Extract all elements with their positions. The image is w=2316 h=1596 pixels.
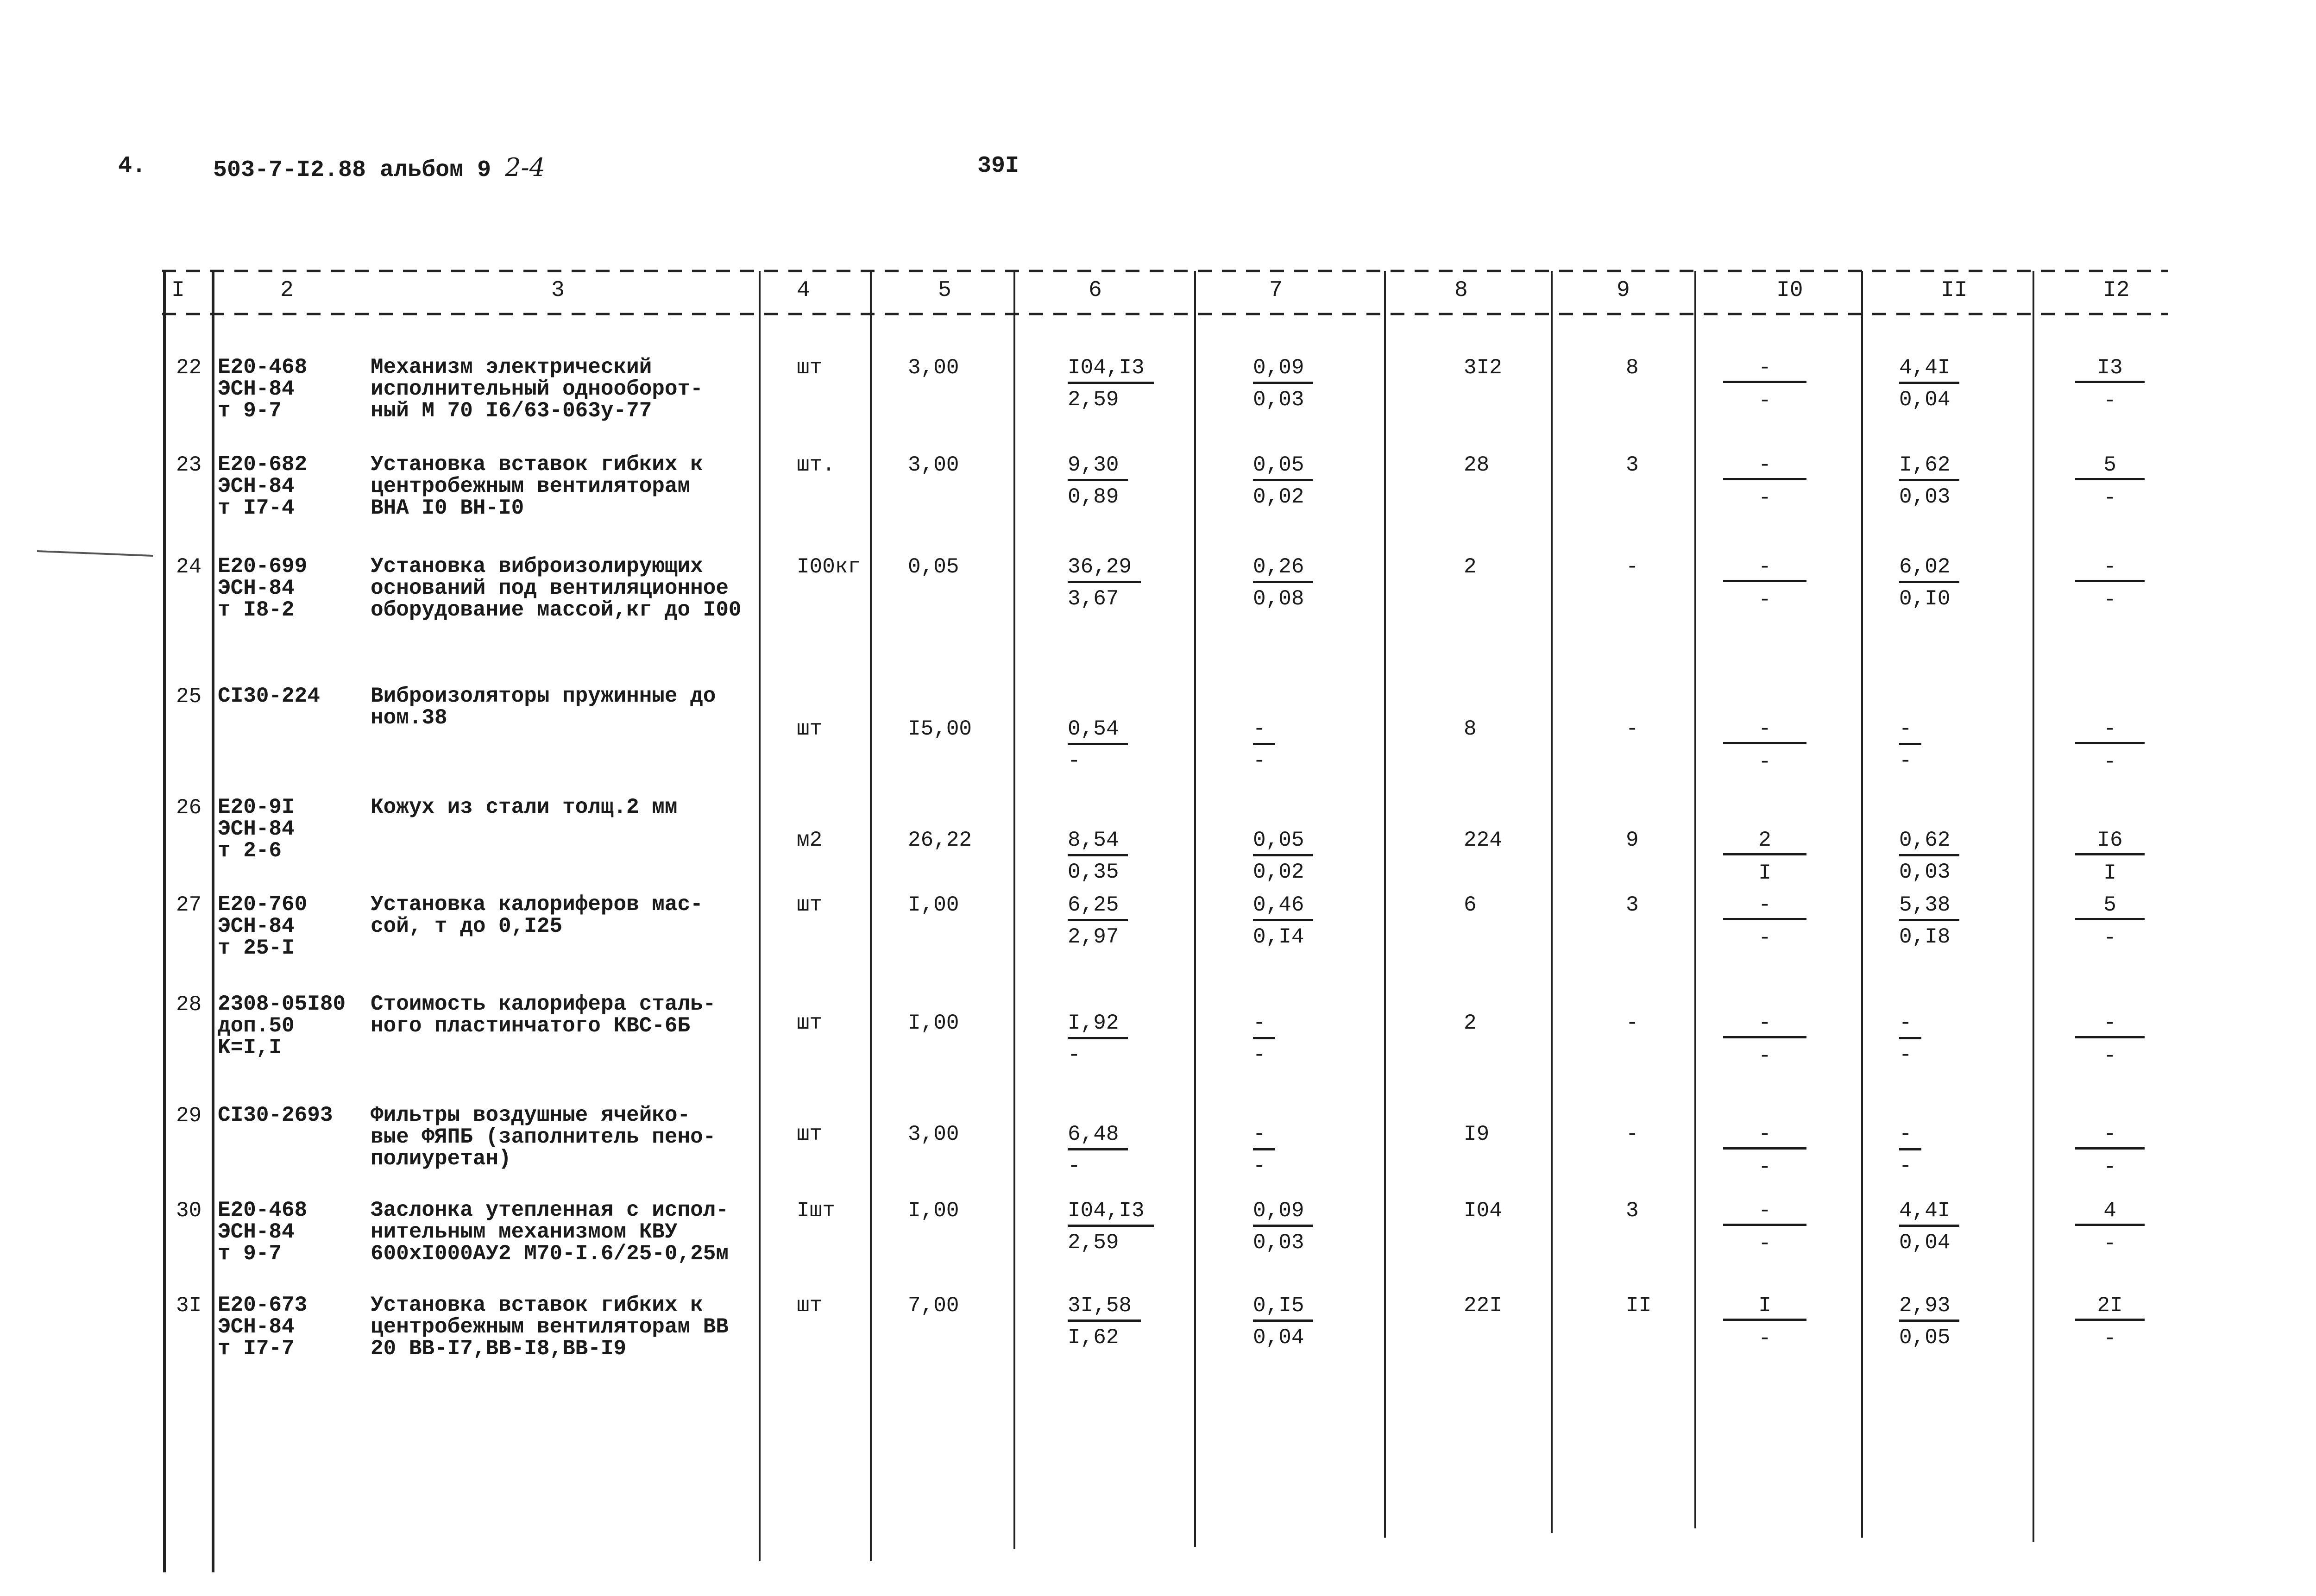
column-header: 3 [551,278,565,303]
position-code-line: т I8-2 [218,598,295,622]
position-code-line: CI30-2693 [218,1103,333,1127]
overhead-top: I [1723,1294,1806,1321]
labour-hours-top: - [1899,718,1921,745]
machine-cost [1253,556,1313,610]
machine-cost-bottom: 0,02 [1253,860,1304,884]
position-code-line: K=I,I [218,1036,282,1060]
machine-cost-bottom: 0,08 [1253,587,1304,611]
work-description-line: Кожух из стали толщ.2 мм [371,795,678,819]
work-description-line: Установка виброизолирующих [371,554,703,578]
machine-cost-top: - [1253,718,1275,745]
margin-mark [37,551,153,556]
machine-cost-top: 0,05 [1253,454,1313,481]
labour-hours-bottom: 0,03 [1899,860,1951,884]
position-code [218,1105,333,1126]
base-cost-bottom: - [1068,1154,1081,1178]
position-code-line: E20-699 [218,554,308,578]
base-cost-top: 3I,58 [1068,1294,1141,1322]
column-header: 2 [280,278,294,303]
row-number: 24 [176,555,202,579]
machine-hours [2075,454,2145,509]
machine-cost-top: 0,46 [1253,894,1313,921]
work-description [371,1294,729,1360]
machine-hours-top: 5 [2075,894,2145,920]
base-cost-top: 0,54 [1068,718,1128,745]
overhead-bottom: - [1758,389,1771,413]
machine-cost [1253,454,1313,508]
overhead-bottom: - [1758,1326,1771,1351]
base-cost [1068,1294,1141,1349]
machine-hours-top: - [2075,718,2145,744]
work-description-line: ный М 70 I6/63-063у-77 [371,399,652,423]
machine-cost-bottom: - [1253,1043,1266,1067]
wage-cost: 3 [1626,1199,1639,1223]
work-description-line: 600хI000АУ2 М70-I.6/25-0,25м [371,1242,729,1266]
labour-hours-bottom: - [1899,1043,1912,1067]
overhead-bottom: - [1758,1155,1771,1179]
overhead-bottom: - [1758,486,1771,510]
machine-cost-top: 0,26 [1253,556,1313,583]
labour-hours-top: 5,38 [1899,894,1959,921]
machine-cost [1253,1123,1275,1177]
machine-hours-bottom: - [2103,486,2116,510]
overhead [1723,357,1806,412]
machine-hours [2075,1294,2145,1350]
overhead-top: 2 [1723,829,1806,855]
work-description-line: ном.38 [371,706,447,730]
position-code [218,894,307,959]
position-code-line: E20-9I [218,795,295,819]
machine-cost-top: 0,05 [1253,829,1313,856]
overhead-top: - [1723,357,1806,383]
unit: Iшт [797,1199,835,1223]
overhead-top: - [1723,556,1806,582]
work-description-line: 20 ВВ-I7,ВВ-I8,ВВ-I9 [371,1337,627,1361]
machine-hours-bottom: - [2103,1326,2116,1351]
position-code-line: E20-673 [218,1293,308,1317]
quantity: 0,05 [908,555,959,579]
position-code-line: E20-682 [218,452,308,477]
column-header: II [1941,278,1968,303]
work-description-line: Виброизоляторы пружинные до [371,684,716,708]
column-header: 5 [938,278,951,303]
unit: м2 [797,828,823,852]
work-description-line: нительным механизмом КВУ [371,1220,678,1244]
overhead-bottom: - [1758,750,1771,774]
machine-hours-top: 4 [2075,1200,2145,1226]
labour-hours [1899,556,1959,610]
base-cost [1068,718,1128,772]
labour-hours [1899,454,1959,508]
unit: шт [797,1294,823,1318]
position-code-line: т 9-7 [218,399,282,423]
document-code-text: 503-7-I2.88 альбом 9 [213,157,491,183]
machine-cost-bottom: 0,04 [1253,1326,1304,1350]
wage-cost: - [1626,555,1639,579]
unit: шт. [797,453,835,477]
unit: шт [797,893,823,917]
labour-hours-bottom: 0,04 [1899,388,1951,412]
position-code-line: т I7-7 [218,1337,295,1361]
overhead [1723,1123,1806,1178]
position-code-line: ЭСН-84 [218,576,295,600]
position-code [218,1294,307,1360]
base-cost-bottom: - [1068,1043,1081,1067]
overhead-top: - [1723,1012,1806,1038]
column-header: 4 [797,278,810,303]
position-code-line: ЭСН-84 [218,817,295,841]
overhead-top: - [1723,454,1806,480]
labour-hours-top: I,62 [1899,454,1959,481]
quantity: I,00 [908,893,959,917]
machine-cost-bottom: - [1253,749,1266,773]
base-cost-top: I04,I3 [1068,357,1154,384]
labour-hours-bottom: 0,I0 [1899,587,1951,611]
machine-hours-bottom: - [2103,389,2116,413]
position-code-line: E20-468 [218,355,308,379]
work-description-line: Заслонка утепленная с испол- [371,1198,729,1222]
quantity: 3,00 [908,1122,959,1146]
machine-hours-top: - [2075,556,2145,582]
column-header: 8 [1454,278,1468,303]
work-description [371,357,703,422]
base-cost-top: 9,30 [1068,454,1128,481]
labour-hours [1899,1123,1921,1177]
machine-cost [1253,1294,1313,1349]
work-description-line: Стоимость калорифера сталь- [371,992,716,1016]
wage-cost: II [1626,1294,1652,1318]
position-code-line: ЭСН-84 [218,914,295,938]
work-description [371,1200,729,1265]
total-cost: 8 [1464,717,1477,741]
work-description [371,454,703,519]
machine-hours-bottom: - [2103,1044,2116,1068]
labour-hours [1899,1200,1959,1254]
quantity: I,00 [908,1011,959,1035]
machine-hours-bottom: - [2103,588,2116,612]
total-cost: I9 [1464,1122,1490,1146]
labour-hours-top: 4,4I [1899,357,1959,384]
labour-hours-top: 0,62 [1899,829,1959,856]
position-code [218,797,295,862]
overhead-top: - [1723,718,1806,744]
machine-cost-bottom: - [1253,1154,1266,1178]
labour-hours [1899,894,1959,948]
quantity: 3,00 [908,356,959,380]
labour-hours [1899,718,1921,772]
machine-cost [1253,829,1313,883]
machine-cost-top: 0,09 [1253,357,1313,384]
position-code-line: доп.50 [218,1014,295,1038]
machine-hours [2075,718,2145,773]
work-description-line: ного пластинчатого КВС-6Б [371,1014,691,1038]
unit: шт [797,717,823,741]
wage-cost: 3 [1626,893,1639,917]
column-header: 9 [1617,278,1630,303]
base-cost [1068,829,1128,883]
labour-hours [1899,357,1959,411]
work-description-line: центробежным вентиляторам ВВ [371,1315,729,1339]
machine-hours [2075,357,2145,412]
labour-hours-bottom: 0,04 [1899,1231,1951,1255]
machine-hours [2075,1123,2145,1178]
overhead-bottom: - [1758,1232,1771,1256]
overhead [1723,718,1806,773]
overhead [1723,829,1806,884]
labour-hours-bottom: 0,05 [1899,1326,1951,1350]
page-number: 39I [977,153,1020,179]
total-cost: 6 [1464,893,1477,917]
machine-cost-top: 0,09 [1253,1200,1313,1227]
position-code [218,685,320,707]
base-cost-top: 6,25 [1068,894,1128,921]
total-cost: 22I [1464,1294,1502,1318]
machine-hours-bottom: - [2103,926,2116,950]
position-code [218,993,346,1059]
position-code-line: т 9-7 [218,1242,282,1266]
base-cost-top: 8,54 [1068,829,1128,856]
position-code-line: ЭСН-84 [218,1315,295,1339]
work-description-line: Установка вставок гибких к [371,1293,703,1317]
handwritten-note: 2-4 [505,153,546,182]
machine-hours [2075,1012,2145,1067]
position-code [218,454,307,519]
position-code-line: E20-468 [218,1198,308,1222]
section-number: 4. [118,153,146,179]
row-number: 28 [176,993,202,1017]
machine-cost [1253,1200,1313,1254]
position-code-line: 2308-05I80 [218,992,346,1016]
work-description [371,1105,716,1170]
unit: шт [797,1122,823,1146]
quantity: 26,22 [908,828,972,852]
column-header: I [171,278,185,303]
overhead [1723,1012,1806,1067]
labour-hours [1899,1012,1921,1066]
position-code-line: CI30-224 [218,684,320,708]
labour-hours-top: - [1899,1012,1921,1039]
overhead [1723,556,1806,611]
row-number: 3I [176,1294,202,1318]
work-description-line: оснований под вентиляционное [371,576,729,600]
labour-hours-top: - [1899,1123,1921,1150]
position-code-line: ЭСН-84 [218,474,295,498]
overhead [1723,894,1806,949]
base-cost-bottom: 3,67 [1068,587,1119,611]
work-description [371,556,742,621]
base-cost-top: 36,29 [1068,556,1141,583]
overhead-bottom: I [1758,861,1771,885]
position-code [218,556,307,621]
base-cost-bottom: 0,35 [1068,860,1119,884]
machine-cost-top: - [1253,1123,1275,1150]
total-cost: 3I2 [1464,356,1502,380]
row-number: 22 [176,356,202,380]
machine-hours-top: 5 [2075,454,2145,480]
base-cost-top: I,92 [1068,1012,1128,1039]
quantity: I,00 [908,1199,959,1223]
machine-hours-bottom: I [2103,861,2116,885]
work-description [371,993,716,1037]
labour-hours-bottom: - [1899,749,1912,773]
labour-hours-bottom: - [1899,1154,1912,1178]
labour-hours-top: 2,93 [1899,1294,1959,1322]
machine-hours-top: - [2075,1012,2145,1038]
overhead-top: - [1723,894,1806,920]
quantity: 7,00 [908,1294,959,1318]
overhead-bottom: - [1758,926,1771,950]
base-cost-bottom: - [1068,749,1081,773]
overhead [1723,1294,1806,1350]
column-header: 7 [1269,278,1283,303]
unit: I00кг [797,555,861,579]
row-number: 30 [176,1199,202,1223]
position-code [218,1200,307,1265]
work-description-line: исполнительный однооборот- [371,377,703,401]
base-cost [1068,556,1141,610]
machine-hours-top: I6 [2075,829,2145,855]
machine-hours [2075,894,2145,949]
base-cost [1068,894,1128,948]
total-cost: 2 [1464,555,1477,579]
work-description [371,894,703,937]
base-cost-bottom: I,62 [1068,1326,1119,1350]
position-code-line: т I7-4 [218,496,295,520]
machine-cost-top: 0,I5 [1253,1294,1313,1322]
base-cost-bottom: 2,59 [1068,388,1119,412]
machine-hours-bottom: - [2103,750,2116,774]
row-number: 29 [176,1104,202,1128]
base-cost-bottom: 2,97 [1068,925,1119,949]
work-description-line: Установка вставок гибких к [371,452,703,477]
wage-cost: 3 [1626,453,1639,477]
overhead-top: - [1723,1123,1806,1150]
labour-hours-bottom: 0,03 [1899,485,1951,509]
machine-cost-top: - [1253,1012,1275,1039]
labour-hours [1899,829,1959,883]
overhead [1723,1200,1806,1255]
work-description-line: оборудование массой,кг до I00 [371,598,742,622]
quantity: I5,00 [908,717,972,741]
machine-hours-bottom: - [2103,1232,2116,1256]
base-cost-top: 6,48 [1068,1123,1128,1150]
machine-hours-top: - [2075,1123,2145,1150]
base-cost-bottom: 2,59 [1068,1231,1119,1255]
base-cost-top: I04,I3 [1068,1200,1154,1227]
position-code-line: E20-760 [218,892,308,917]
column-header: I0 [1776,278,1803,303]
total-cost: 2 [1464,1011,1477,1035]
machine-cost [1253,1012,1275,1066]
machine-cost-bottom: 0,I4 [1253,925,1304,949]
base-cost [1068,1123,1128,1177]
column-header: 6 [1089,278,1102,303]
wage-cost: - [1626,717,1639,741]
work-description-line: Установка калориферов мас- [371,892,703,917]
machine-hours [2075,829,2145,884]
column-header: I2 [2103,278,2130,303]
work-description-line: полиуретан) [371,1147,511,1171]
machine-hours [2075,1200,2145,1255]
overhead-bottom: - [1758,1044,1771,1068]
overhead-top: - [1723,1200,1806,1226]
labour-hours-top: 4,4I [1899,1200,1959,1227]
machine-hours-top: 2I [2075,1294,2145,1321]
work-description-line: центробежным вентиляторам [371,474,691,498]
base-cost [1068,1200,1154,1254]
position-code [218,357,307,422]
wage-cost: 8 [1626,356,1639,380]
machine-hours-top: I3 [2075,357,2145,383]
position-code-line: т 25-I [218,936,295,960]
machine-hours [2075,556,2145,611]
quantity: 3,00 [908,453,959,477]
work-description [371,685,716,729]
work-description-line: Механизм электрический [371,355,652,379]
row-number: 26 [176,796,202,820]
overhead [1723,454,1806,509]
machine-cost-bottom: 0,02 [1253,485,1304,509]
work-description-line: сой, т до 0,I25 [371,914,563,938]
wage-cost: 9 [1626,828,1639,852]
row-number: 23 [176,453,202,477]
total-cost: 224 [1464,828,1502,852]
position-code-line: ЭСН-84 [218,1220,295,1244]
machine-cost-bottom: 0,03 [1253,388,1304,412]
unit: шт [797,1011,823,1035]
labour-hours [1899,1294,1959,1349]
labour-hours-bottom: 0,I8 [1899,925,1951,949]
wage-cost: - [1626,1122,1639,1146]
work-description-line: Фильтры воздушные ячейко- [371,1103,691,1127]
machine-cost [1253,894,1313,948]
total-cost: I04 [1464,1199,1502,1223]
unit: шт [797,356,823,380]
work-description [371,797,678,818]
machine-cost [1253,718,1275,772]
base-cost [1068,357,1154,411]
machine-cost [1253,357,1313,411]
base-cost [1068,454,1128,508]
wage-cost: - [1626,1011,1639,1035]
work-description-line: ВНА I0 ВН-I0 [371,496,524,520]
machine-cost-bottom: 0,03 [1253,1231,1304,1255]
overhead-bottom: - [1758,588,1771,612]
base-cost-bottom: 0,89 [1068,485,1119,509]
base-cost [1068,1012,1128,1066]
position-code-line: т 2-6 [218,839,282,863]
row-number: 27 [176,893,202,917]
labour-hours-top: 6,02 [1899,556,1959,583]
work-description-line: вые ФЯПБ (заполнитель пено- [371,1125,716,1149]
total-cost: 28 [1464,453,1490,477]
machine-hours-bottom: - [2103,1155,2116,1179]
row-number: 25 [176,685,202,709]
position-code-line: ЭСН-84 [218,377,295,401]
